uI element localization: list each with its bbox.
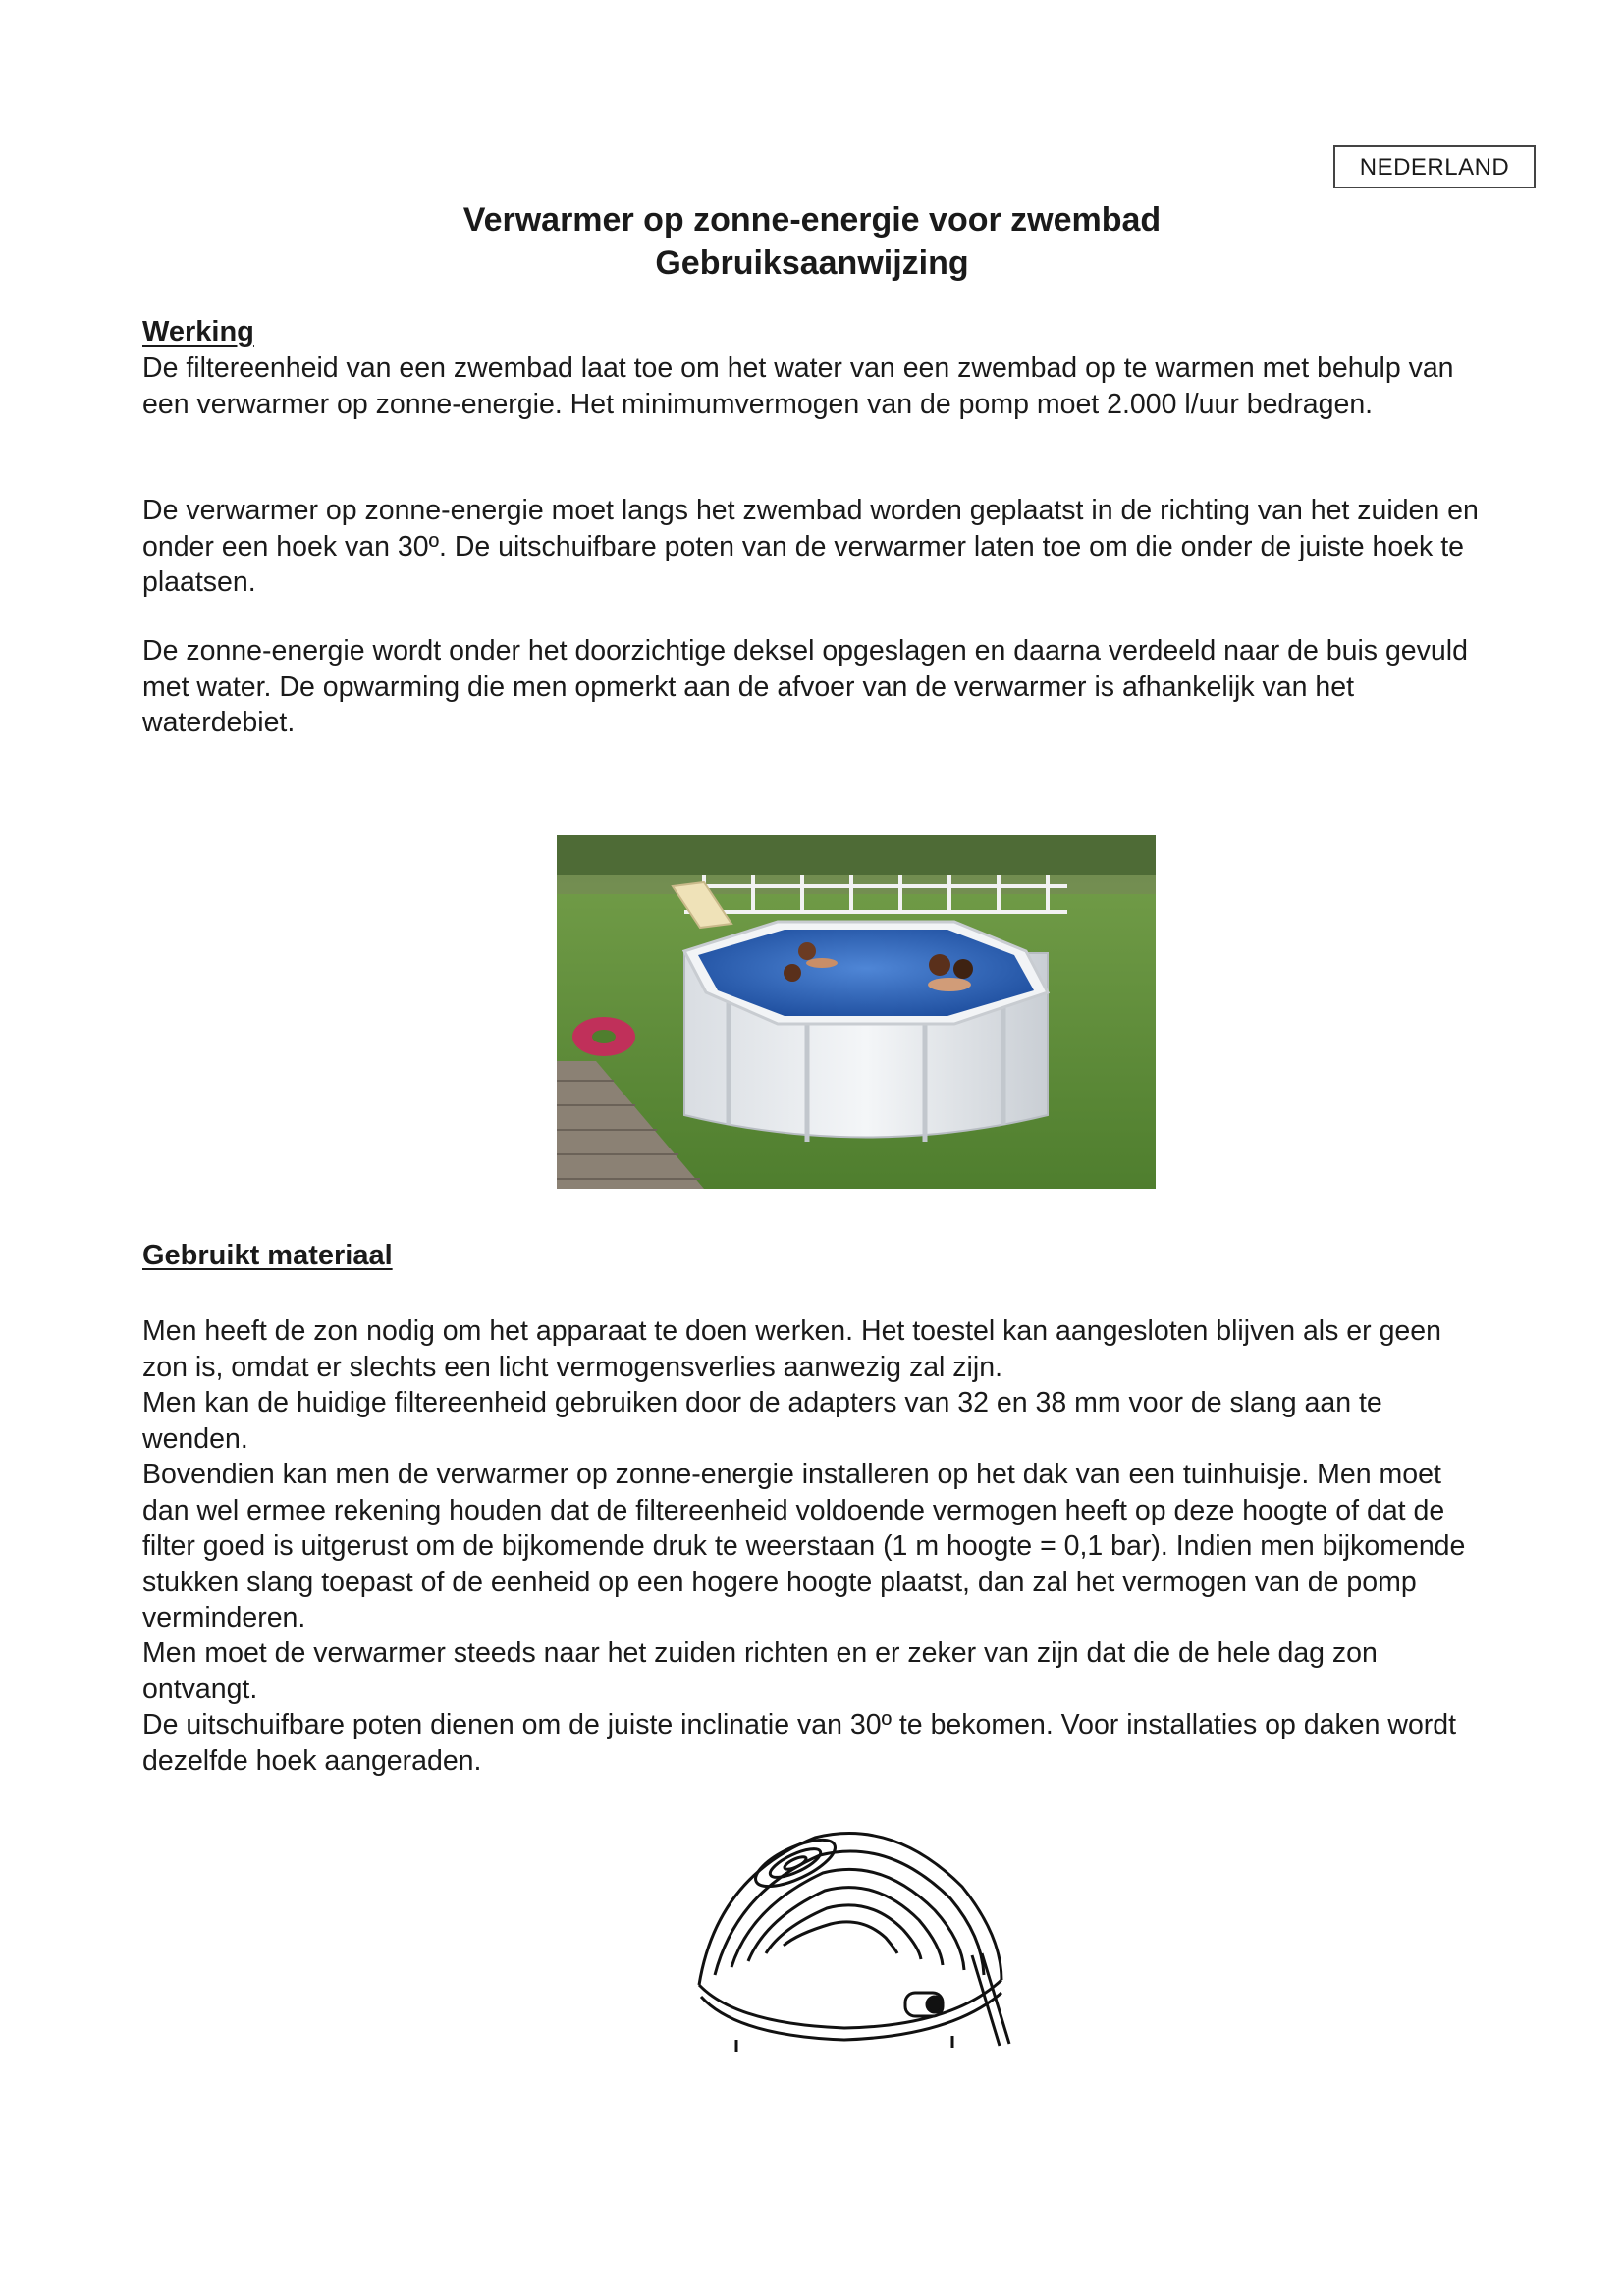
pool-photo	[557, 835, 1156, 1189]
materiaal-paragraph-1: Men heeft de zon nodig om het apparaat te doen werken. Het toestel kan aangesloten blijven als er geen zon is, omdat er slechts een licht vermogensverlies aanwezig zal zijn.	[142, 1315, 1441, 1383]
materiaal-paragraph-3: Bovendien kan men de verwarmer op zonne-energie installeren op het dak van een tuinhuisje. Men moet dan wel ermee rekening houden dat de filtereenheid voldoende vermogen heeft op deze hoogte of dat de filter goed is uitgerust om de bijkomende druk te weerstaan (1 m hoogte = 0,1 bar). Indien men bijkomende stukken slang toepast of de eenheid op een hogere hoogte plaatst, dan zal het vermogen van de pomp verminderen.	[142, 1459, 1466, 1633]
page-title: Verwarmer op zonne-energie voor zwembad	[462, 201, 1162, 239]
werking-paragraph-3: De zonne-energie wordt onder het doorzichtige deksel opgeslagen en daarna verdeeld naar de buis gevuld met water. De opwarming die men opmerkt aan de afvoer van de verwarmer is afhankelijk van het waterdebiet.	[142, 635, 1468, 738]
section-heading-materiaal: Gebruikt materiaal	[142, 1240, 393, 1271]
page-subtitle: Gebruiksaanwijzing	[655, 244, 969, 282]
materiaal-paragraph-2: Men kan de huidige filtereenheid gebruiken door de adapters van 32 en 38 mm voor de slang aan te wenden.	[142, 1387, 1382, 1455]
materiaal-paragraph-5: De uitschuifbare poten dienen om de juiste inclinatie van 30º te bekomen. Voor installaties op daken wordt dezelfde hoek aangeraden.	[142, 1709, 1457, 1777]
materiaal-paragraph-4: Men moet de verwarmer steeds naar het zuiden richten en er zeker van zijn dat die de hele dag zon ontvangt.	[142, 1637, 1378, 1705]
section-heading-werking: Werking	[142, 316, 254, 347]
werking-paragraph-2: De verwarmer op zonne-energie moet langs het zwembad worden geplaatst in de richting van het zuiden en onder een hoek van 30º. De uitschuifbare poten van de verwarmer laten toe om die onder de juiste hoek te plaatsen.	[142, 495, 1479, 598]
language-label: NEDERLAND	[1333, 145, 1536, 188]
heater-dome-outline	[699, 1834, 1001, 1985]
werking-paragraph-1: De filtereenheid van een zwembad laat toe om het water van een zwembad op te warmen met behulp van een verwarmer op zonne-energie. Het minimumvermogen van de pomp moet 2.000 l/uur bedragen.	[142, 352, 1454, 420]
solar-heater-drawing	[677, 1818, 1031, 2054]
